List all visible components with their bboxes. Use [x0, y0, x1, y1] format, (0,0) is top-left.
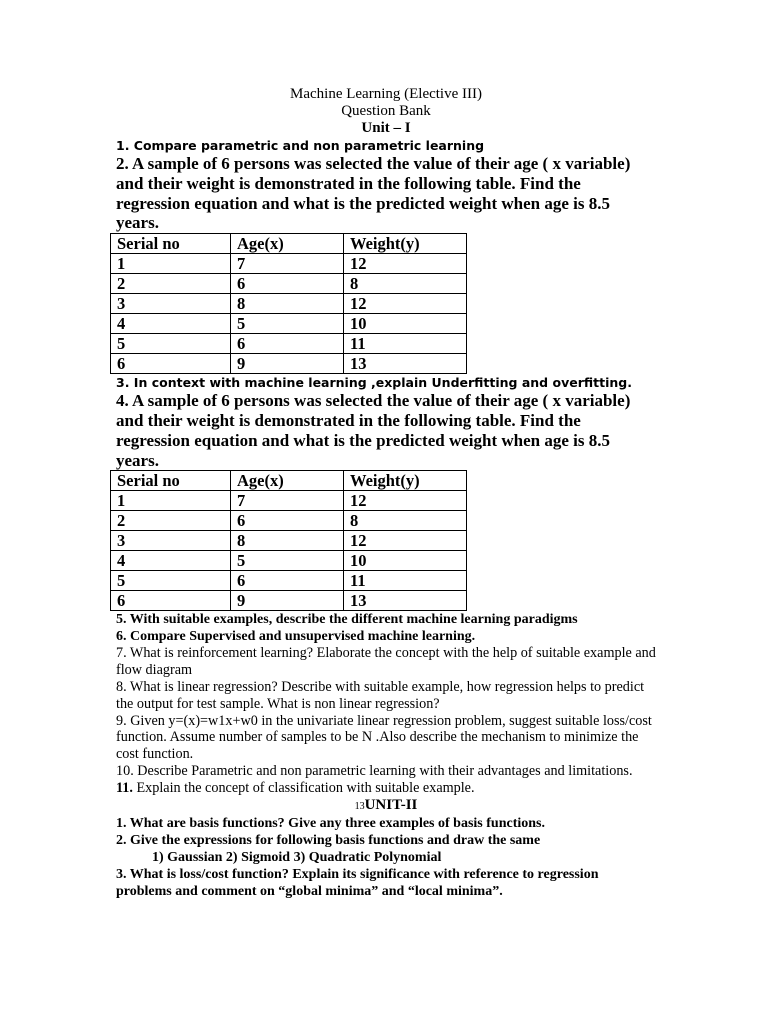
- unit1-question-6: 6. Compare Supervised and unsupervised machine learning.: [116, 629, 476, 645]
- table-cell: 10: [344, 314, 467, 334]
- unit1-question-5: 5. With suitable examples, describe the different machine learning paradigms: [116, 612, 578, 628]
- table-cell: 6: [231, 571, 344, 591]
- table-cell: 5: [111, 571, 231, 591]
- table-row: [111, 531, 467, 551]
- question-bank-page: [116, 86, 656, 900]
- table-cell: 6: [111, 591, 231, 611]
- table-row: [111, 491, 467, 511]
- question-number: 11.: [116, 779, 133, 796]
- unit-1-heading: Unit – I: [361, 120, 411, 136]
- unit1-question-9: 9. Given y=(x)=w1x+w0 in the univariate linear regression problem, suggest suitable loss/cost function. Assume number of samples to be N .Also describe the mechanism to minimize the cost function.: [116, 712, 652, 763]
- table-row: [111, 511, 467, 531]
- unit1-question-3: 3. In context with machine learning ,explain Underfitting and overfitting.: [116, 375, 632, 391]
- table-cell: 6: [231, 511, 344, 531]
- table-cell: 1: [111, 491, 231, 511]
- table-header-cell: Weight(y): [344, 234, 467, 254]
- unit1-question-1: 1. Compare parametric and non parametric learning: [116, 138, 485, 153]
- table-cell: 7: [231, 491, 344, 511]
- table-cell: 9: [231, 591, 344, 611]
- table-cell: 3: [111, 294, 231, 314]
- unit1-question-2: 2. A sample of 6 persons was selected the value of their age ( x variable) and their weight is demonstrated in the following table. Find the regression equation and what is the predicted weight when age is 8.5 years.: [116, 154, 631, 233]
- unit-2-heading: [116, 797, 656, 815]
- table-cell: 12: [344, 254, 467, 274]
- unit2-question-1: 1. What are basis functions? Give any three examples of basis functions.: [116, 815, 545, 831]
- table-cell: 11: [344, 571, 467, 591]
- table-cell: 5: [111, 334, 231, 354]
- age-weight-table-2: [110, 470, 467, 611]
- unit1-question-8: 8. What is linear regression? Describe with suitable example, how regression helps to predict the output for test sample. What is non linear regression?: [116, 678, 645, 712]
- table-header-cell: Age(x): [231, 471, 344, 491]
- table-row: [111, 591, 467, 611]
- table-row: [111, 354, 467, 374]
- table-cell: 6: [231, 334, 344, 354]
- table-cell: 5: [231, 314, 344, 334]
- table-header-row: [111, 471, 467, 491]
- unit1-question-10: 10. Describe Parametric and non parametric learning with their advantages and limitations.: [116, 762, 633, 779]
- table-row: [111, 254, 467, 274]
- table-row: [111, 334, 467, 354]
- table-cell: 10: [344, 551, 467, 571]
- table-cell: 11: [344, 334, 467, 354]
- table-cell: 4: [111, 314, 231, 334]
- table-header-cell: Serial no: [111, 471, 231, 491]
- table-cell: 6: [111, 354, 231, 374]
- table-cell: 12: [344, 294, 467, 314]
- table-row: [111, 274, 467, 294]
- table-cell: 12: [344, 531, 467, 551]
- table-cell: 3: [111, 531, 231, 551]
- table-cell: 5: [231, 551, 344, 571]
- table-row: [111, 551, 467, 571]
- table-cell: 6: [231, 274, 344, 294]
- table-cell: 8: [344, 274, 467, 294]
- table-header-cell: Weight(y): [344, 471, 467, 491]
- table-row: [111, 571, 467, 591]
- table-cell: 4: [111, 551, 231, 571]
- table-cell: 13: [344, 354, 467, 374]
- table-cell: 8: [231, 294, 344, 314]
- unit1-question-11: [116, 780, 656, 797]
- unit2-question-3: 3. What is loss/cost function? Explain its significance with reference to regression problems and comment on “global minima” and “local minima”.: [116, 866, 599, 899]
- unit-2-number: 13: [354, 800, 365, 812]
- document-subtitle: Question Bank: [341, 103, 431, 119]
- table-cell: 12: [344, 491, 467, 511]
- table-cell: 8: [231, 531, 344, 551]
- table-header-row: [111, 234, 467, 254]
- table-cell: 13: [344, 591, 467, 611]
- age-weight-table-1: [110, 233, 467, 374]
- table-cell: 1: [111, 254, 231, 274]
- table-cell: 2: [111, 274, 231, 294]
- unit1-question-7: 7. What is reinforcement learning? Elaborate the concept with the help of suitable example and flow diagram: [116, 645, 656, 679]
- course-title: Machine Learning (Elective III): [290, 86, 482, 102]
- table-cell: 9: [231, 354, 344, 374]
- table-header-cell: Age(x): [231, 234, 344, 254]
- question-text: Explain the concept of classification with suitable example.: [132, 779, 475, 796]
- table-cell: 8: [344, 511, 467, 531]
- table-row: [111, 314, 467, 334]
- table-cell: 7: [231, 254, 344, 274]
- unit1-question-4: 4. A sample of 6 persons was selected the value of their age ( x variable) and their weight is demonstrated in the following table. Find the regression equation and what is the predicted weight when age is 8.5 years.: [116, 391, 631, 470]
- table-cell: 2: [111, 511, 231, 531]
- unit-2-title: UNIT-II: [364, 796, 418, 813]
- table-row: [111, 294, 467, 314]
- unit2-question-2-list: 1) Gaussian 2) Sigmoid 3) Quadratic Polynomial: [152, 849, 442, 865]
- table-header-cell: Serial no: [111, 234, 231, 254]
- unit2-question-2: 2. Give the expressions for following basis functions and draw the same: [116, 832, 541, 848]
